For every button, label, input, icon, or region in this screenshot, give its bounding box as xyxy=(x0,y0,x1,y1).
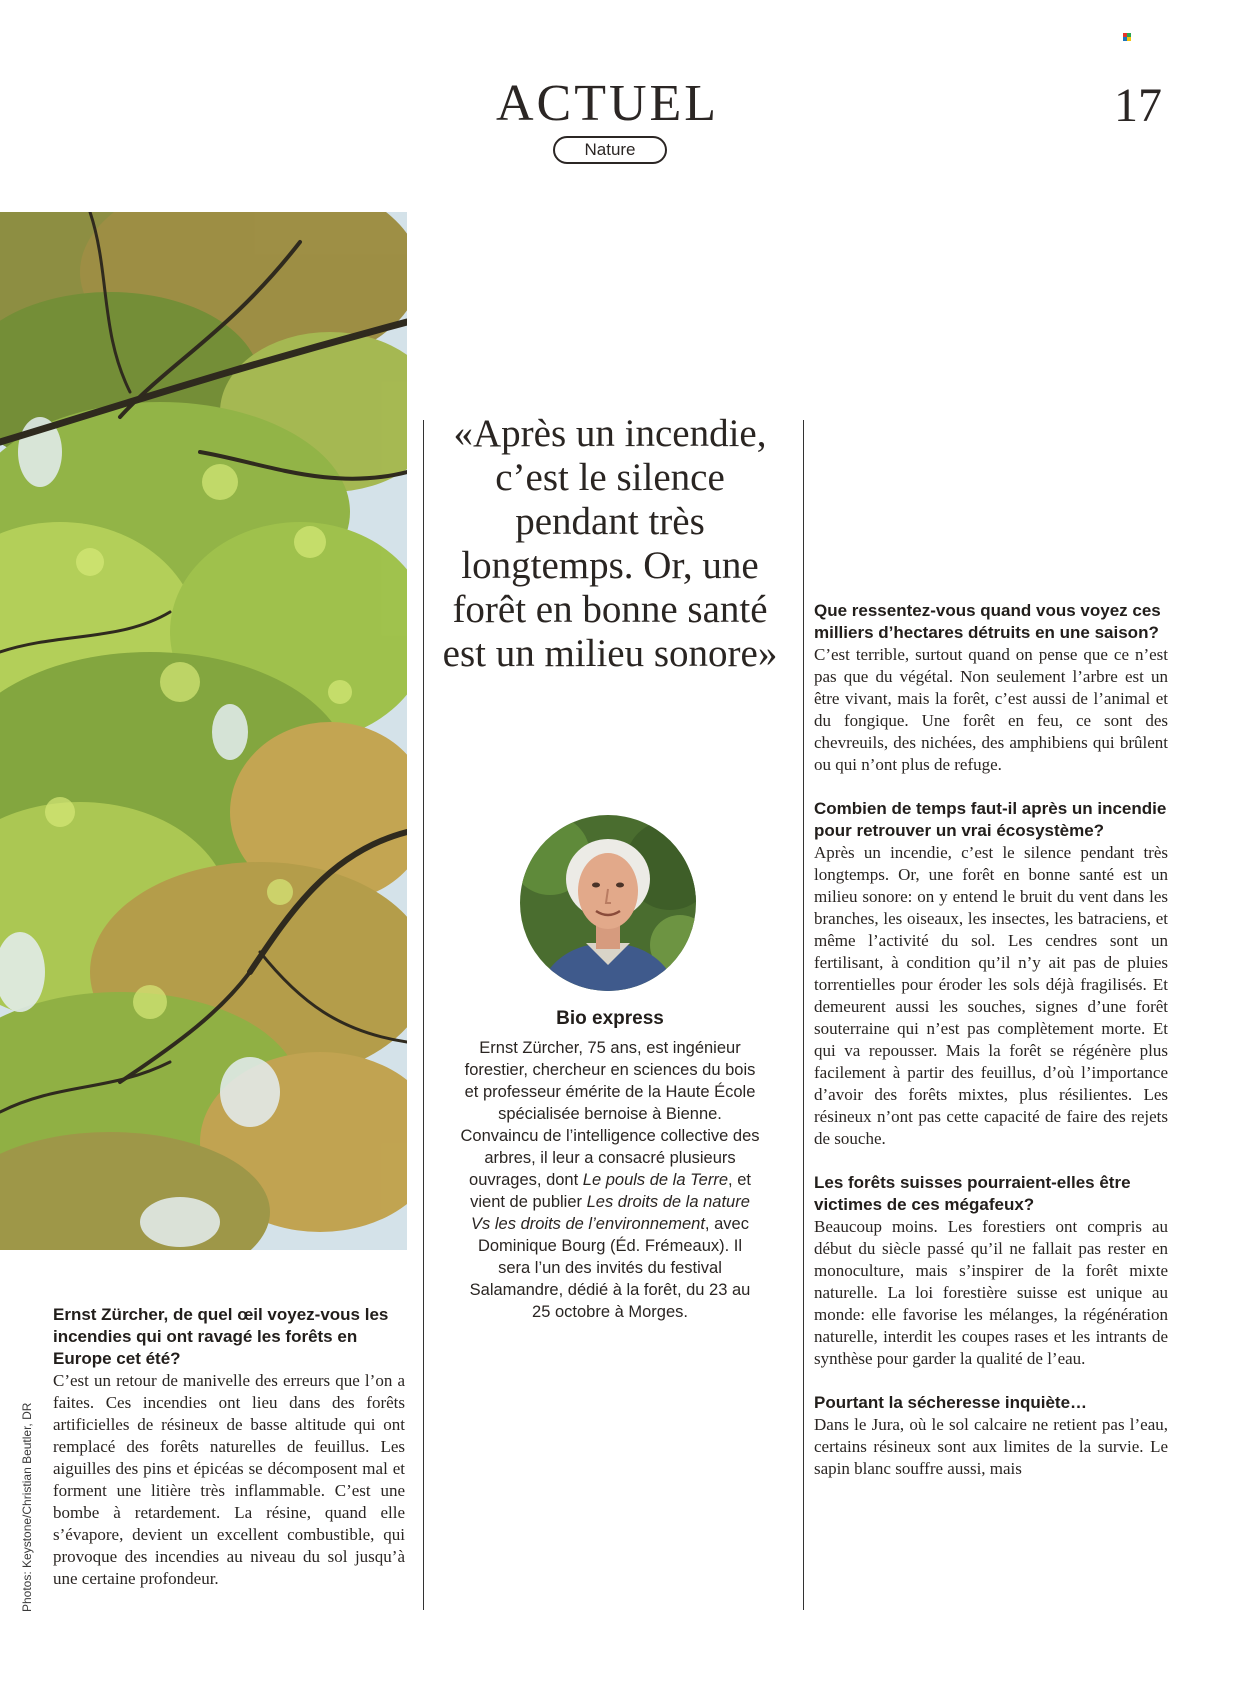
interview-question: Ernst Zürcher, de quel œil voyez-vous les incendies qui ont ravagé les forêts en Europe cet été? xyxy=(53,1305,389,1368)
bio-book-title: Les droits de la nature Vs les droits de l’environnement xyxy=(471,1193,750,1233)
interview-answer: Beaucoup moins. Les forestiers ont compris au début du siècle passé qu’il ne fallait pas rester en monoculture, mais s’inspirer de la forêt mixte naturelle. La loi forestière suisse est unique au monde: elle favorise les mélanges, la régénération naturelle, interdit les coupes rases et les intrants de synthèse pour garder la qualité de l’eau. xyxy=(814,1217,1168,1368)
column-rule-left xyxy=(423,420,424,1610)
bio-text-part: Ernst Zürcher, 75 ans, est ingénieur forestier, chercheur en sciences du bois et professeur émérite de la Haute École spécialisée bernoise à Bienne. Convaincu de l’intelligence collective des arbres, il leur a consacré plusieurs ouvrages, dont xyxy=(460,1039,760,1189)
rubric-badge: Nature xyxy=(553,136,667,164)
page-number: 17 xyxy=(1114,79,1162,132)
interview-answer: C’est terrible, surtout quand on pense que ce n’est pas que du végétal. Non seulement l’arbre est un être vivant, mais la forêt, c’est aussi de l’animal et du fongique. Une forêt en feu, ce sont des chevreuils, des nichées, des amphibiens qui brûlent ou qui n’ont plus de refuge. xyxy=(814,645,1168,774)
interview-block-4 xyxy=(814,1172,1168,1370)
bio-text xyxy=(460,1037,760,1323)
interview-answer: C’est un retour de manivelle des erreurs que l’on a faites. Ces incendies ont lieu dans des forêts artificielles de résineux de basse altitude qui ont remplacé des forêts naturelles de feuillus. Les aiguilles des pins et épicéas se décomposent mal et forment une litière très inflammable. C’est une bombe à retardement. La résine, quand elle s’évapore, devient un excellent combustible, qui provoque des incendies au niveau du sol jusqu’à une certaine profondeur. xyxy=(53,1371,405,1588)
interview-block-1 xyxy=(53,1304,405,1590)
interview-question: Les forêts suisses pourraient-elles être victimes de ces mégafeux? xyxy=(814,1173,1131,1214)
interview-question: Combien de temps faut-il après un incendie pour retrouver un vrai écosystème? xyxy=(814,799,1167,840)
section-title: ACTUEL xyxy=(495,75,720,132)
corner-color-mark xyxy=(1123,33,1133,43)
interview-block-5 xyxy=(814,1392,1168,1480)
bio-title: Bio express xyxy=(556,1008,664,1029)
interview-answer: Après un incendie, c’est le silence pendant très longtemps. Or, une forêt en bonne santé est un milieu sonore: on y entend le bruit du vent dans les branches, les oiseaux, les insectes, les batraciens, et même l’activité du sol. Les cendres sont un fertilisant, à condition qu’il n’y ait pas de pluies torrentielles pour éroder les sols déjà fragilisés. Et demeurent aussi les souches, signes d’une forêt souterraine qui n’est pas complètement morte. Et qui va repousser. Mais la forêt se régénère plus facilement à partir des feuillus, d’où l’importance d’avoir des forêts mixtes, plus résilientes. Les résineux n’ont pas cette capacité de faire des rejets de souche. xyxy=(814,843,1168,1148)
pull-quote: «Après un incendie, c’est le silence pendant très longtemps. Or, une forêt en bonne santé est un milieu sonore» xyxy=(442,412,778,675)
interview-question: Pourtant la sécheresse inquiète… xyxy=(814,1393,1088,1412)
interview-block-2 xyxy=(814,600,1168,776)
bio-text-part: , et vient de publier xyxy=(470,1171,751,1211)
author-portrait xyxy=(520,815,696,991)
photo-credit: Photos: Keystone/Christian Beutler, DR xyxy=(20,1402,34,1612)
interview-answer: Dans le Jura, où le sol calcaire ne retient pas l’eau, certains résineux sont aux limites de la survie. Le sapin blanc souffre aussi, mais xyxy=(814,1415,1168,1478)
bio-book-title: Le pouls de la Terre xyxy=(582,1171,729,1189)
interview-block-3 xyxy=(814,798,1168,1150)
interview-question: Que ressentez-vous quand vous voyez ces milliers d’hectares détruits en une saison? xyxy=(814,601,1161,642)
bio-text-part: , avec Dominique Bourg (Éd. Frémeaux). Il sera l’un des invités du festival Salamandre, dédié à la forêt, du 23 au 25 octobre à Morges. xyxy=(469,1215,751,1321)
column-rule-right xyxy=(803,420,804,1610)
forest-canopy-photo xyxy=(0,212,407,1250)
interview-column-right xyxy=(814,600,1168,1502)
